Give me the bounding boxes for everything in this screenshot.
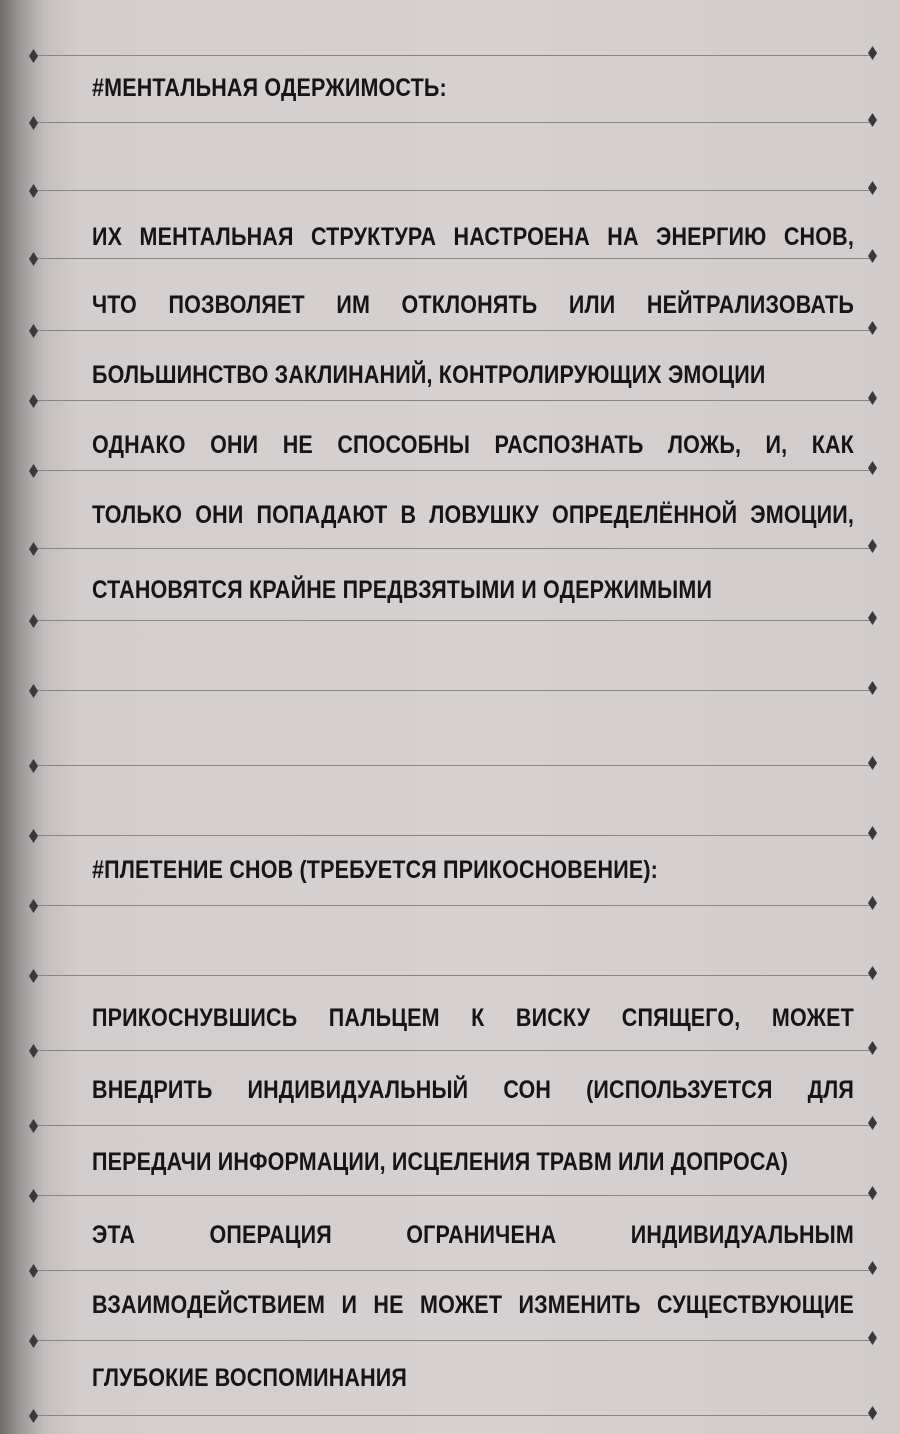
ruled-line — [36, 548, 872, 549]
diamond-marker-icon — [868, 181, 877, 195]
text-line: ОДНАКО ОНИ НЕ СПОСОБНЫ РАСПОЗНАТЬ ЛОЖЬ, И, КАК — [92, 431, 854, 459]
ruled-line — [36, 1340, 872, 1341]
diamond-marker-icon — [29, 969, 38, 983]
ruled-line — [36, 122, 872, 123]
diamond-marker-icon — [868, 1186, 877, 1200]
ruled-line — [36, 835, 872, 836]
diamond-marker-icon — [868, 321, 877, 335]
diamond-marker-icon — [868, 249, 877, 263]
diamond-marker-icon — [29, 1264, 38, 1278]
text-line: ЧТО ПОЗВОЛЯЕТ ИМ ОТКЛОНЯТЬ ИЛИ НЕЙТРАЛИЗОВАТЬ — [92, 291, 854, 319]
diamond-marker-icon — [868, 756, 877, 770]
diamond-marker-icon — [868, 539, 877, 553]
diamond-marker-icon — [868, 46, 877, 60]
diamond-marker-icon — [868, 1116, 877, 1130]
text-line: ПРИКОСНУВШИСЬ ПАЛЬЦЕМ К ВИСКУ СПЯЩЕГО, МОЖЕТ — [92, 1004, 854, 1032]
ruled-line — [36, 470, 872, 471]
ruled-line — [36, 765, 872, 766]
diamond-marker-icon — [868, 113, 877, 127]
diamond-marker-icon — [29, 1119, 38, 1133]
ruled-line — [36, 690, 872, 691]
diamond-marker-icon — [868, 391, 877, 405]
text-line: ГЛУБОКИЕ ВОСПОМИНАНИЯ — [92, 1364, 408, 1392]
diamond-marker-icon — [868, 461, 877, 475]
text-line: ПЕРЕДАЧИ ИНФОРМАЦИИ, ИСЦЕЛЕНИЯ ТРАВМ ИЛИ ДОПРОСА) — [92, 1148, 789, 1176]
section-heading-mental-obsession: #МЕНТАЛЬНАЯ ОДЕРЖИМОСТЬ: — [92, 74, 447, 102]
ruled-line — [36, 55, 872, 56]
ruled-line — [36, 1270, 872, 1271]
text-line: ЭТА ОПЕРАЦИЯ ОГРАНИЧЕНА ИНДИВИДУАЛЬНЫМ — [92, 1221, 854, 1249]
diamond-marker-icon — [29, 542, 38, 556]
diamond-marker-icon — [29, 1409, 38, 1423]
diamond-marker-icon — [868, 611, 877, 625]
text-line: БОЛЬШИНСТВО ЗАКЛИНАНИЙ, КОНТРОЛИРУЮЩИХ ЭМОЦИИ — [92, 361, 766, 389]
diamond-marker-icon — [29, 684, 38, 698]
ruled-line — [36, 400, 872, 401]
ruled-line — [36, 905, 872, 906]
ruled-line — [36, 1415, 872, 1416]
ruled-line — [36, 1050, 872, 1051]
diamond-marker-icon — [868, 1041, 877, 1055]
diamond-marker-icon — [29, 464, 38, 478]
ruled-line — [36, 1195, 872, 1196]
diamond-marker-icon — [868, 826, 877, 840]
text-line: ВНЕДРИТЬ ИНДИВИДУАЛЬНЫЙ СОН (ИСПОЛЬЗУЕТСЯ ДЛЯ — [92, 1076, 854, 1104]
diamond-marker-icon — [29, 1189, 38, 1203]
diamond-marker-icon — [868, 1331, 877, 1345]
diamond-marker-icon — [868, 1261, 877, 1275]
diamond-marker-icon — [29, 49, 38, 63]
ruled-line — [36, 258, 872, 259]
diamond-marker-icon — [29, 1044, 38, 1058]
diamond-marker-icon — [29, 614, 38, 628]
text-line: ВЗАИМОДЕЙСТВИЕМ И НЕ МОЖЕТ ИЗМЕНИТЬ СУЩЕСТВУЮЩИЕ — [92, 1291, 854, 1319]
ruled-line — [36, 330, 872, 331]
ruled-line — [36, 1125, 872, 1126]
diamond-marker-icon — [868, 966, 877, 980]
diamond-marker-icon — [29, 1334, 38, 1348]
text-line: ИХ МЕНТАЛЬНАЯ СТРУКТУРА НАСТРОЕНА НА ЭНЕРГИЮ СНОВ, — [92, 223, 854, 251]
text-line: СТАНОВЯТСЯ КРАЙНЕ ПРЕДВЗЯТЫМИ И ОДЕРЖИМЫМИ — [92, 576, 713, 604]
diamond-marker-icon — [868, 681, 877, 695]
diamond-marker-icon — [29, 829, 38, 843]
text-line: ТОЛЬКО ОНИ ПОПАДАЮТ В ЛОВУШКУ ОПРЕДЕЛЁННОЙ ЭМОЦИИ, — [92, 501, 854, 529]
ruled-line — [36, 975, 872, 976]
ruled-line — [36, 620, 872, 621]
diamond-marker-icon — [29, 324, 38, 338]
diamond-marker-icon — [29, 759, 38, 773]
diamond-marker-icon — [29, 252, 38, 266]
diamond-marker-icon — [29, 899, 38, 913]
diamond-marker-icon — [29, 116, 38, 130]
diamond-marker-icon — [868, 896, 877, 910]
diamond-marker-icon — [29, 394, 38, 408]
section-heading-dream-weaving: #ПЛЕТЕНИЕ СНОВ (ТРЕБУЕТСЯ ПРИКОСНОВЕНИЕ): — [92, 856, 659, 884]
diamond-marker-icon — [868, 1406, 877, 1420]
ruled-line — [36, 190, 872, 191]
diamond-marker-icon — [29, 184, 38, 198]
